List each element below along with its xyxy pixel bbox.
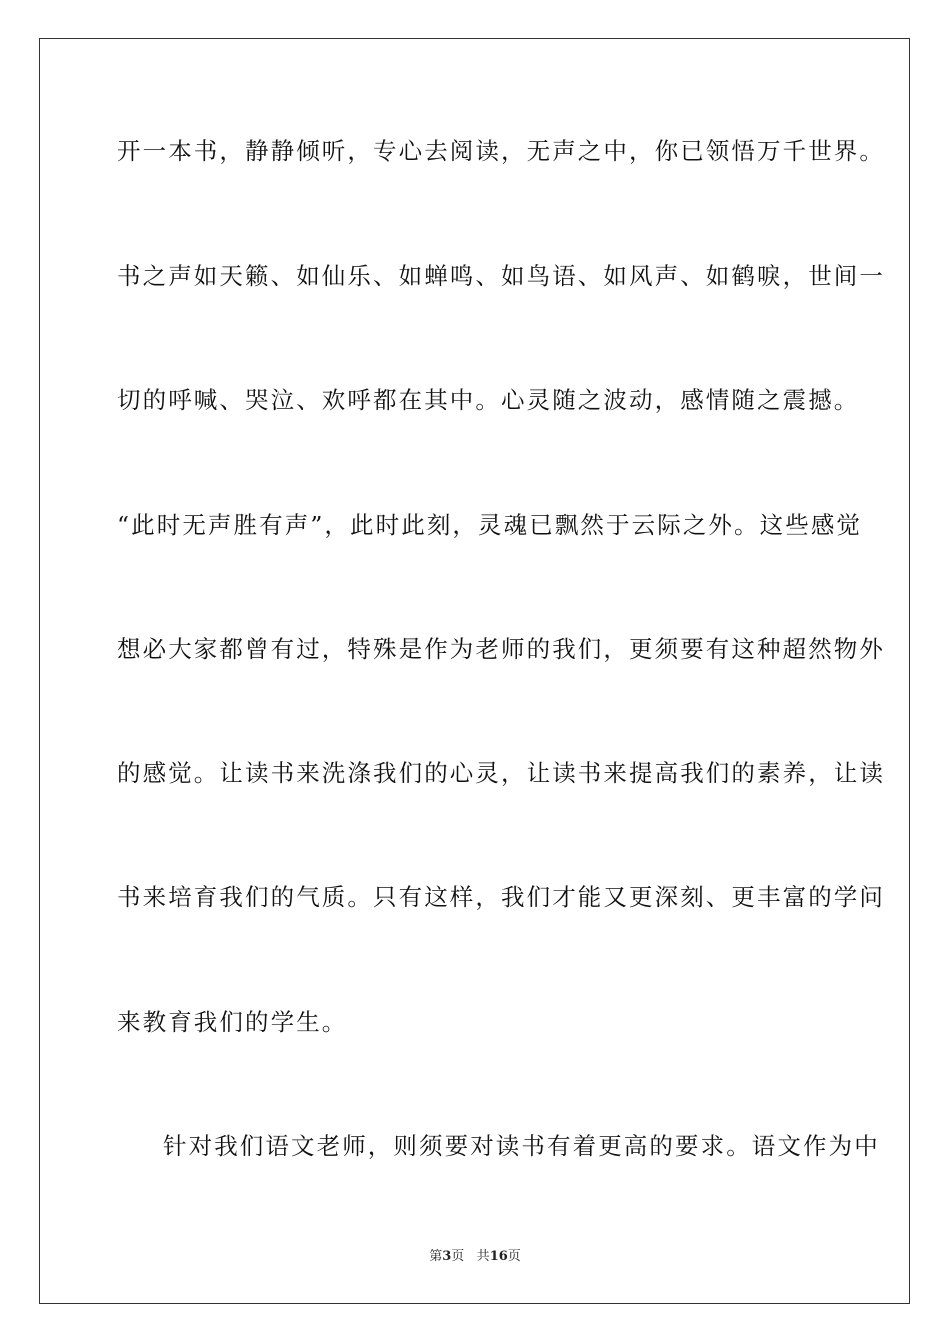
total-pages: 16 — [489, 1249, 508, 1264]
paragraph-line: 针对我们语文老师，则须要对读书有着更高的要求。语文作为中 — [163, 1132, 880, 1160]
page-number: 3 — [442, 1249, 452, 1264]
total-suffix: 页 — [507, 1249, 521, 1264]
paragraph-line: 想必大家都曾有过，特殊是作为老师的我们，更须要有这种超然物外 — [117, 635, 885, 663]
total-prefix: 共 — [476, 1249, 490, 1264]
paragraph-line: 的感觉。让读书来洗涤我们的心灵，让读书来提高我们的素养，让读 — [117, 759, 885, 787]
page-border — [39, 38, 910, 1304]
page-prefix: 第 — [429, 1249, 443, 1264]
page-footer — [0, 1249, 950, 1265]
paragraph-line: 书之声如天籁、如仙乐、如蝉鸣、如鸟语、如风声、如鹤唳，世间一 — [117, 262, 885, 290]
paragraph-line: 来教育我们的学生。 — [117, 1008, 348, 1036]
paragraph-line: 开一本书，静静倾听，专心去阅读，无声之中，你已领悟万千世界。 — [117, 137, 885, 165]
paragraph-line: 切的呼喊、哭泣、欢呼都在其中。心灵随之波动，感情随之震撼。 — [117, 386, 860, 414]
page-suffix: 页 — [451, 1249, 465, 1264]
paragraph-line: “此时无声胜有声”，此时此刻，灵魂已飘然于云际之外。这些感觉 — [117, 511, 863, 539]
paragraph-line: 书来培育我们的气质。只有这样，我们才能又更深刻、更丰富的学问 — [117, 883, 885, 911]
